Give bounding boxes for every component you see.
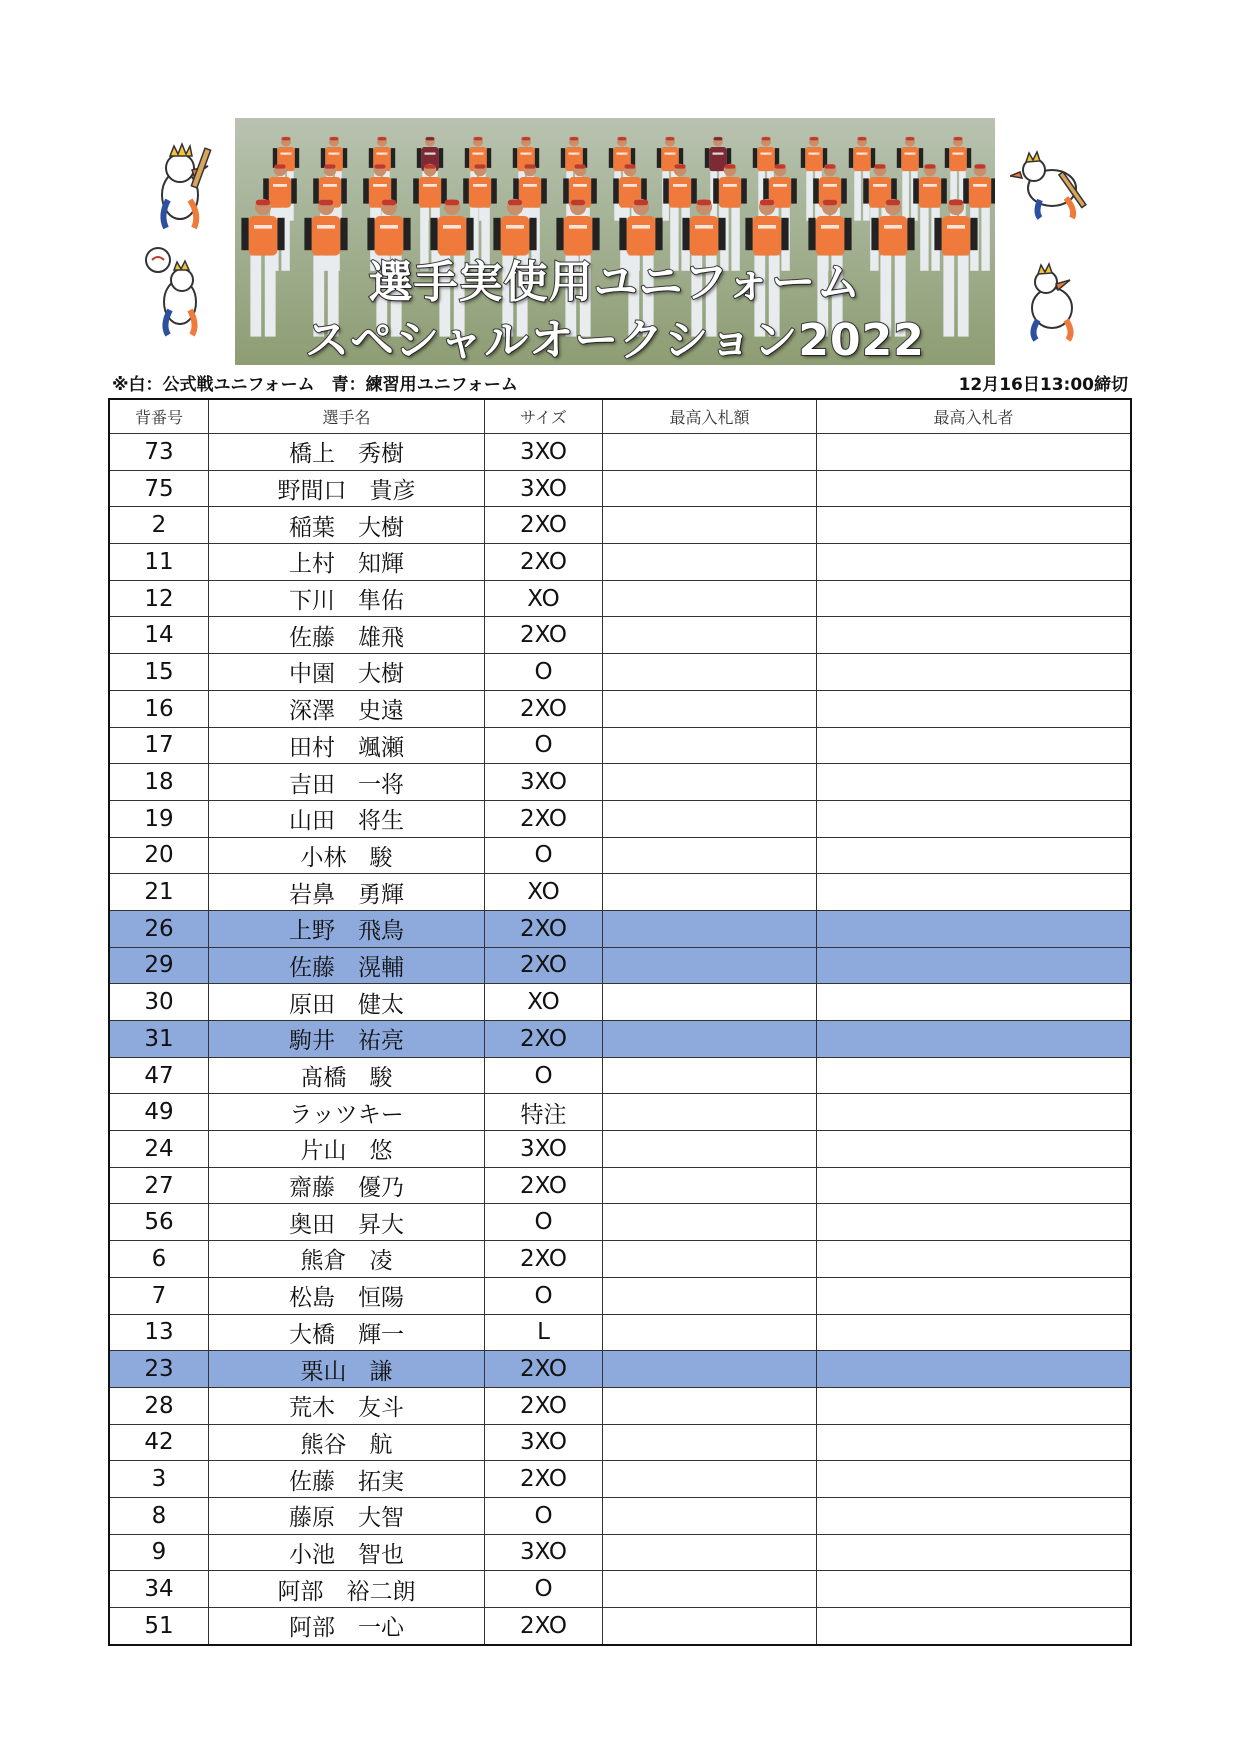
mascot-icon [1010,262,1090,342]
cell-player-name: 野間口 貴彦 [208,471,484,507]
cell-number: 9 [151,1539,167,1566]
cell-highest-bidder [816,544,1130,580]
cell-size: 3XO [484,1131,602,1167]
cell-size: 2XO [484,1351,602,1387]
cell-highest-bid [602,617,816,653]
table-row [110,1607,1130,1644]
cell-number: 49 [144,1099,174,1126]
cell-highest-bid [602,1351,816,1387]
cell-highest-bidder [816,1571,1130,1607]
table-row [110,1093,1130,1130]
cell-size: 2XO [484,544,602,580]
table-row [110,1057,1130,1094]
cell-size: 3XO [484,1535,602,1571]
header-number: 背番号 [134,408,183,427]
cell-number: 30 [144,989,174,1016]
table-row [110,543,1130,580]
cell-highest-bidder [816,838,1130,874]
cell-highest-bid [602,948,816,984]
table-row [110,580,1130,617]
cell-size: 2XO [484,1168,602,1204]
cell-size: 2XO [484,1241,602,1277]
cell-highest-bid [602,1241,816,1277]
cell-size: O [484,728,602,764]
cell-player-name: 深澤 史遠 [208,691,484,727]
cell-highest-bid [602,1461,816,1497]
cell-highest-bidder [816,691,1130,727]
cell-player-name: 佐藤 滉輔 [208,948,484,984]
table-row [110,1130,1130,1167]
cell-number: 56 [144,1209,174,1236]
cell-size: 2XO [484,1388,602,1424]
cell-number: 29 [144,952,174,979]
cell-size: 2XO [484,911,602,947]
cell-highest-bid [602,1498,816,1534]
table-row [110,1424,1130,1461]
table-row [110,1240,1130,1277]
cell-player-name: 吉田 一将 [208,764,484,800]
cell-highest-bidder [816,1461,1130,1497]
cell-player-name: 熊倉 凌 [208,1241,484,1277]
cell-player-name: 下川 隼佑 [208,581,484,617]
cell-highest-bidder [816,728,1130,764]
cell-player-name: 大橋 輝一 [208,1315,484,1351]
cell-highest-bid [602,1571,816,1607]
auction-table [108,398,1132,1646]
cell-highest-bidder [816,764,1130,800]
cell-size: 3XO [484,471,602,507]
table-row [110,1277,1130,1314]
cell-number: 19 [144,805,174,832]
cell-player-name: 小林 駿 [208,838,484,874]
table-row [110,470,1130,507]
cell-player-name: 山田 将生 [208,801,484,837]
header-highest-bidder: 最高入札者 [816,400,1130,433]
cell-highest-bid [602,507,816,543]
cell-highest-bidder [816,1388,1130,1424]
cell-highest-bidder [816,1021,1130,1057]
mascot-icon [140,140,220,235]
cell-highest-bid [602,874,816,910]
table-row [110,910,1130,947]
cell-size: O [484,1278,602,1314]
table-row [110,800,1130,837]
uniform-legend-note: ※白：公式戦ユニフォーム 青：練習用ユニフォーム [112,375,518,395]
cell-size: 3XO [484,764,602,800]
cell-highest-bidder [816,1351,1130,1387]
cell-size: O [484,1571,602,1607]
cell-highest-bid [602,691,816,727]
cell-highest-bid [602,838,816,874]
table-row [110,1497,1130,1534]
cell-number: 21 [144,879,174,906]
cell-player-name: 岩鼻 勇輝 [208,874,484,910]
cell-highest-bidder [816,617,1130,653]
cell-size: O [484,654,602,690]
cell-player-name: 中園 大樹 [208,654,484,690]
cell-size: O [484,838,602,874]
cell-number: 2 [151,512,167,539]
cell-number: 28 [144,1392,174,1419]
cell-player-name: 荒木 友斗 [208,1388,484,1424]
cell-highest-bidder [816,434,1130,470]
cell-number: 16 [144,695,174,722]
cell-highest-bidder [816,1131,1130,1167]
cell-highest-bid [602,1168,816,1204]
cell-number: 20 [144,842,174,869]
cell-highest-bid [602,1278,816,1314]
cell-highest-bid [602,1204,816,1240]
cell-player-name: 上野 飛鳥 [208,911,484,947]
cell-size: 2XO [484,801,602,837]
table-row [110,1570,1130,1607]
cell-player-name: 佐藤 雄飛 [208,617,484,653]
table-row [110,983,1130,1020]
table-row [110,1203,1130,1240]
cell-highest-bidder [816,1278,1130,1314]
table-row [110,653,1130,690]
cell-number: 8 [151,1502,167,1529]
cell-size: 2XO [484,691,602,727]
mascot-icon [1010,150,1095,220]
cell-highest-bid [602,1021,816,1057]
deadline-note: 12月16日13:00締切 [958,375,1128,395]
cell-size: O [484,1498,602,1534]
cell-highest-bid [602,1425,816,1461]
cell-highest-bid [602,434,816,470]
cell-number: 13 [144,1319,174,1346]
cell-highest-bidder [816,984,1130,1020]
cell-highest-bidder [816,911,1130,947]
cell-number: 23 [144,1356,174,1383]
cell-player-name: 髙橋 駿 [208,1058,484,1094]
table-row [110,1460,1130,1497]
cell-highest-bid [602,1388,816,1424]
cell-highest-bidder [816,801,1130,837]
cell-highest-bid [602,471,816,507]
header-player-name: 選手名 [208,400,484,433]
cell-highest-bidder [816,1058,1130,1094]
cell-size: 2XO [484,1021,602,1057]
cell-number: 73 [144,438,174,465]
cell-highest-bid [602,1094,816,1130]
cell-player-name: 橋上 秀樹 [208,434,484,470]
cell-player-name: 原田 健太 [208,984,484,1020]
cell-highest-bid [602,1058,816,1094]
cell-player-name: 阿部 裕二朗 [208,1571,484,1607]
table-row [110,947,1130,984]
banner-title-line2: スペシャルオークション2022 [305,315,925,365]
cell-size: 2XO [484,1608,602,1644]
cell-highest-bidder [816,581,1130,617]
cell-highest-bidder [816,654,1130,690]
cell-player-name: 上村 知輝 [208,544,484,580]
banner-title-line1: 選手実使用ユニフォーム [368,257,862,308]
cell-size: 2XO [484,1461,602,1497]
table-row [110,1387,1130,1424]
cell-number: 3 [151,1466,167,1493]
header-size: サイズ [484,400,602,433]
cell-player-name: 栗山 謙 [208,1351,484,1387]
table-row [110,506,1130,543]
table-row [110,616,1130,653]
table-row [110,727,1130,764]
cell-highest-bid [602,984,816,1020]
cell-number: 42 [144,1429,174,1456]
cell-size: 2XO [484,948,602,984]
cell-number: 6 [151,1245,167,1272]
table-row [110,1350,1130,1387]
cell-player-name: 駒井 祐亮 [208,1021,484,1057]
cell-player-name: 稲葉 大樹 [208,507,484,543]
cell-highest-bidder [816,1425,1130,1461]
cell-player-name: 阿部 一心 [208,1608,484,1644]
cell-number: 12 [144,585,174,612]
table-row [110,690,1130,727]
cell-highest-bid [602,1131,816,1167]
cell-size: L [484,1315,602,1351]
cell-player-name: 藤原 大智 [208,1498,484,1534]
cell-size: 2XO [484,507,602,543]
cell-highest-bidder [816,507,1130,543]
cell-size: 2XO [484,617,602,653]
cell-highest-bidder [816,1204,1130,1240]
cell-player-name: 片山 悠 [208,1131,484,1167]
table-row [110,873,1130,910]
cell-size: O [484,1204,602,1240]
cell-highest-bid [602,654,816,690]
cell-highest-bidder [816,471,1130,507]
cell-size: XO [484,984,602,1020]
cell-highest-bid [602,1608,816,1644]
cell-number: 27 [144,1172,174,1199]
cell-number: 11 [144,548,174,575]
cell-size: 特注 [484,1094,602,1130]
cell-number: 7 [151,1282,167,1309]
cell-size: XO [484,581,602,617]
cell-size: 3XO [484,1425,602,1461]
cell-number: 24 [144,1135,174,1162]
table-row [110,1167,1130,1204]
cell-highest-bid [602,764,816,800]
cell-highest-bidder [816,1168,1130,1204]
cell-player-name: 小池 智也 [208,1535,484,1571]
cell-number: 17 [144,732,174,759]
cell-number: 31 [144,1025,174,1052]
cell-highest-bid [602,581,816,617]
cell-player-name: 田村 颯瀬 [208,728,484,764]
cell-size: O [484,1058,602,1094]
cell-highest-bidder [816,1094,1130,1130]
cell-highest-bid [602,728,816,764]
cell-number: 26 [144,915,174,942]
cell-number: 47 [144,1062,174,1089]
cell-player-name: 熊谷 航 [208,1425,484,1461]
cell-number: 34 [144,1576,174,1603]
cell-highest-bidder [816,874,1130,910]
table-row [110,1534,1130,1571]
cell-player-name: 佐藤 拓実 [208,1461,484,1497]
table-row [110,763,1130,800]
cell-highest-bid [602,1315,816,1351]
table-row [110,433,1130,470]
cell-player-name: 松島 恒陽 [208,1278,484,1314]
mascot-icon [140,240,210,340]
cell-player-name: ラッツキー [208,1094,484,1130]
cell-number: 51 [144,1612,174,1639]
table-header-row [110,400,1130,433]
cell-highest-bidder [816,1608,1130,1644]
header-highest-bid: 最高入札額 [602,400,816,433]
table-row [110,1314,1130,1351]
cell-highest-bidder [816,1241,1130,1277]
cell-highest-bid [602,1535,816,1571]
cell-player-name: 齋藤 優乃 [208,1168,484,1204]
cell-player-name: 奥田 昇大 [208,1204,484,1240]
cell-number: 75 [144,475,174,502]
team-photo-banner [235,118,995,365]
cell-number: 14 [144,622,174,649]
cell-highest-bidder [816,1535,1130,1571]
table-row [110,837,1130,874]
cell-size: 3XO [484,434,602,470]
cell-number: 18 [144,769,174,796]
table-row [110,1020,1130,1057]
cell-highest-bid [602,911,816,947]
cell-size: XO [484,874,602,910]
cell-number: 15 [144,658,174,685]
cell-highest-bidder [816,948,1130,984]
cell-highest-bid [602,544,816,580]
cell-highest-bidder [816,1498,1130,1534]
cell-highest-bidder [816,1315,1130,1351]
cell-highest-bid [602,801,816,837]
